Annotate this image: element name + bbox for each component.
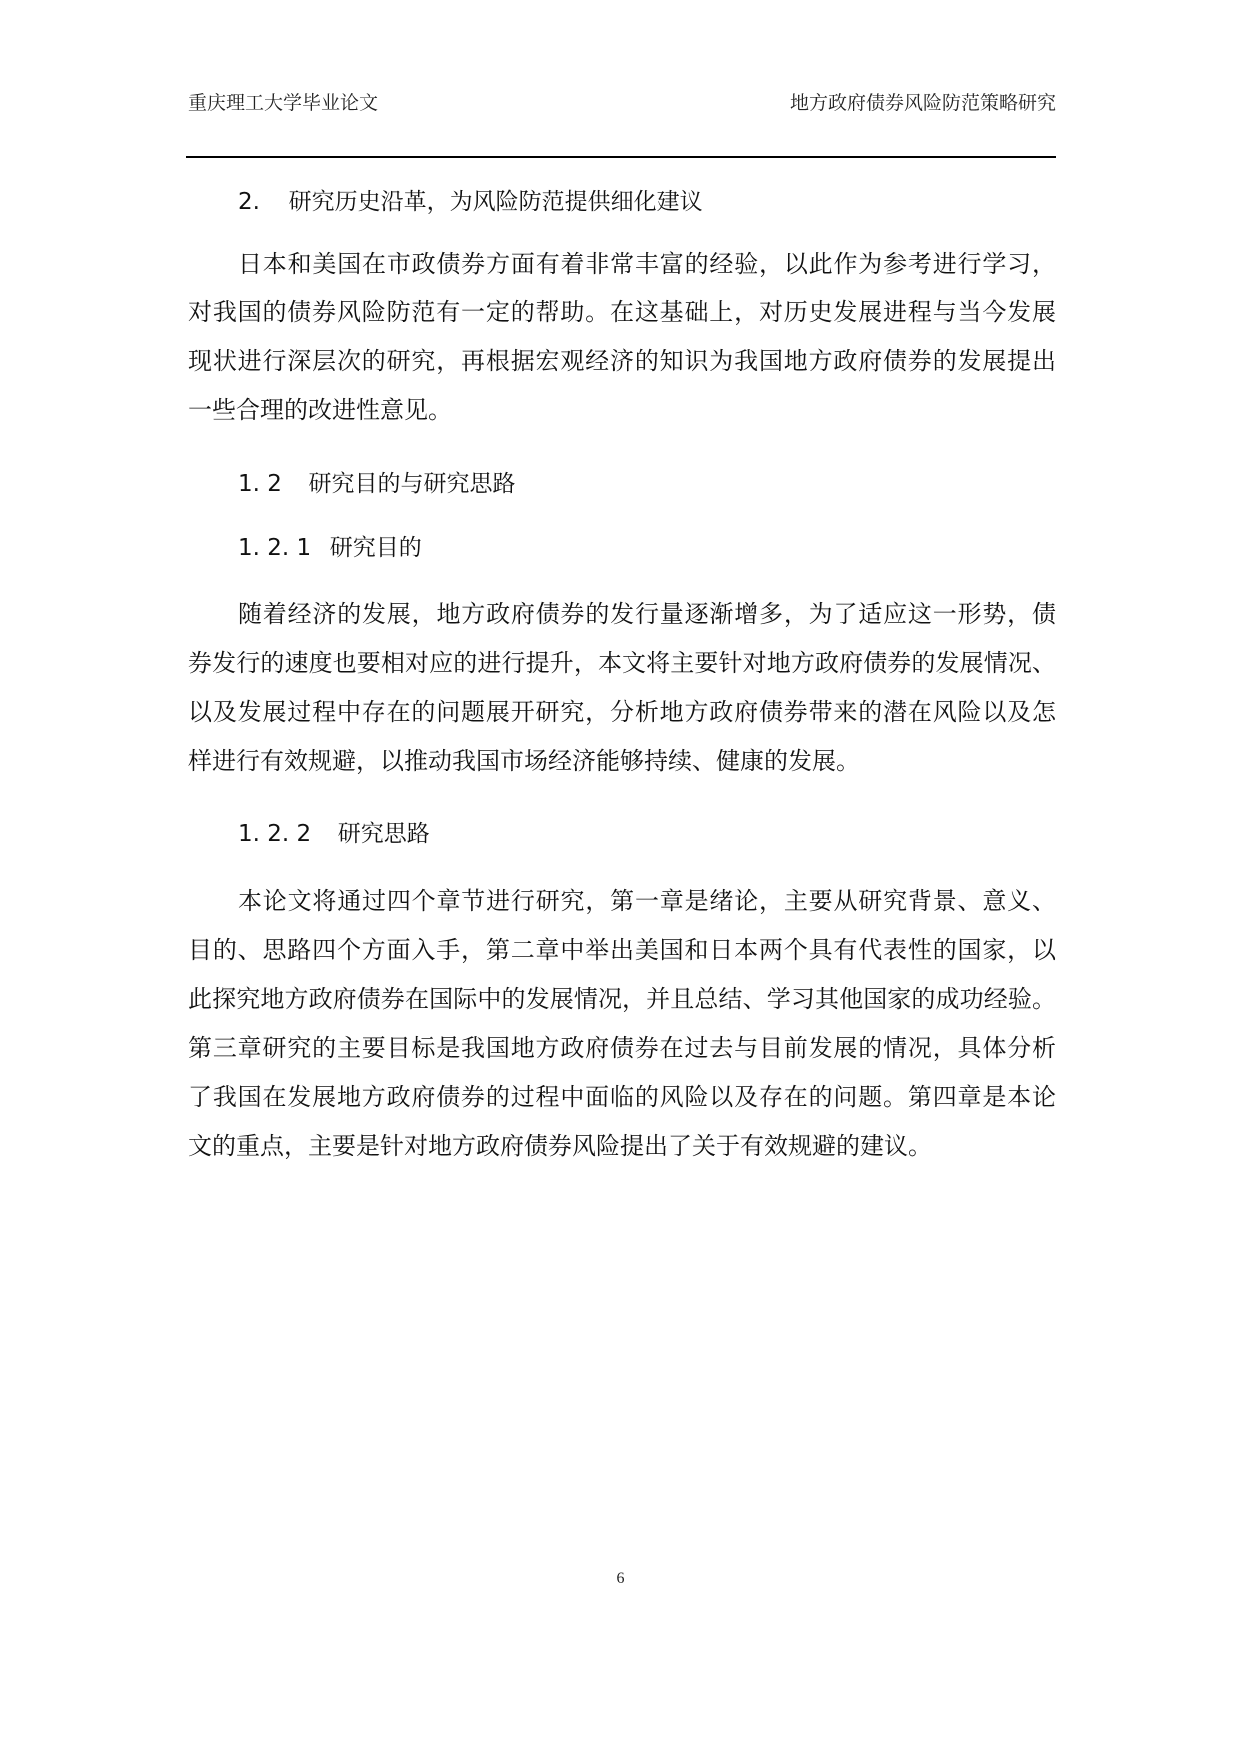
section-title: 研究目的 [329,535,422,561]
section-number: 1. 2. 2 [238,821,312,847]
list-item-2 [238,186,703,218]
paragraph-line: 本论文将通过四个章节进行研究，第一章是绪论，主要从研究背景、意义、 [238,887,1056,915]
section-heading-1-2-1 [238,532,422,564]
paragraph-line: 第三章研究的主要目标是我国地方政府债券在过去与目前发展的情况，具体分析 [188,1034,1056,1062]
paragraph-line: 随着经济的发展，地方政府债券的发行量逐渐增多，为了适应这一形势，债 [238,600,1056,628]
paragraph-line: 了我国在发展地方政府债券的过程中面临的风险以及存在的问题。第四章是本论 [188,1083,1056,1111]
section-number: 1. 2. 1 [238,535,312,561]
paragraph-line: 券发行的速度也要相对应的进行提升，本文将主要针对地方政府债券的发展情况、 [188,649,1056,677]
section-number: 1. 2 [238,471,282,497]
paragraph-line: 现状进行深层次的研究，再根据宏观经济的知识为我国地方政府债券的发展提出 [188,347,1056,375]
page-header [188,88,1056,118]
list-item-text: 研究历史沿革，为风险防范提供细化建议 [288,189,703,215]
section-title: 研究思路 [337,821,430,847]
list-item-number: 2. [238,189,260,215]
section-title: 研究目的与研究思路 [308,471,516,497]
paragraph-line: 对我国的债券风险防范有一定的帮助。在这基础上，对历史发展进程与当今发展 [188,298,1056,326]
header-school-title: 重庆理工大学毕业论文 [188,92,379,114]
paragraph-line: 目的、思路四个方面入手，第二章中举出美国和日本两个具有代表性的国家，以 [188,936,1056,964]
paragraph-line: 此探究地方政府债券在国际中的发展情况，并且总结、学习其他国家的成功经验。 [188,985,1056,1013]
paragraph-line: 以及发展过程中存在的问题展开研究，分析地方政府债券带来的潜在风险以及怎 [188,698,1056,726]
paragraph-line: 样进行有效规避，以推动我国市场经济能够持续、健康的发展。 [188,747,860,775]
section-heading-1-2-2 [238,818,430,850]
paragraph-line: 一些合理的改进性意见。 [188,396,452,424]
paragraph-line: 文的重点，主要是针对地方政府债券风险提出了关于有效规避的建议。 [188,1132,932,1160]
header-divider [186,156,1056,158]
paragraph-line: 日本和美国在市政债券方面有着非常丰富的经验，以此作为参考进行学习， [238,250,1056,278]
section-heading-1-2 [238,468,516,500]
header-thesis-title: 地方政府债券风险防范策略研究 [789,92,1056,114]
page-number: 6 [616,1570,625,1587]
